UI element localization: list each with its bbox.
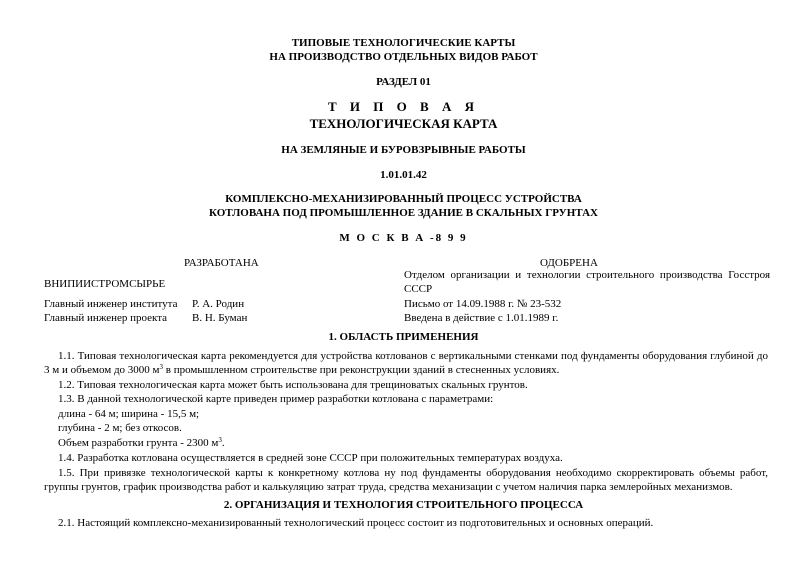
name-chief-engineer-institute: Р. А. Родин [192, 298, 245, 310]
section2-heading: 2. ОРГАНИЗАЦИЯ И ТЕХНОЛОГИЯ СТРОИТЕЛЬНОГО ПРОЦЕССА [223, 499, 584, 511]
paragraph-2-1: 2.1. Настоящий комплексно-механизированный технологический процесс состоит из подготовительных и основных операций. [58, 517, 654, 529]
series-title: ТИПОВЫЕ ТЕХНОЛОГИЧЕСКИЕ КАРТЫ [291, 37, 516, 49]
subject-line1: КОМПЛЕКСНО-МЕХАНИЗИРОВАННЫЙ ПРОЦЕСС УСТРОЙСТВА [225, 193, 582, 205]
section1-heading: 1. ОБЛАСТЬ ПРИМЕНЕНИЯ [328, 331, 479, 343]
dimensions-line2: глубина - 2 м; без откосов. [58, 422, 182, 434]
approved-label: ОДОБРЕНА [540, 257, 598, 269]
subject-line2: КОТЛОВАНА ПОД ПРОМЫШЛЕННОЕ ЗДАНИЕ В СКАЛЬНЫХ ГРУНТАХ [209, 207, 598, 219]
approved-by: Отделом организации и технологии строительного производства Госстроя СССР [404, 269, 770, 295]
works-type: НА ЗЕМЛЯНЫЕ И БУРОВЗРЫВНЫЕ РАБОТЫ [281, 144, 526, 156]
doc-code: 1.01.01.42 [380, 169, 427, 181]
paragraph-1-1: 1.1. Типовая технологическая карта рекомендуется для устройства котлованов с вертикальными стенками под фундаменты оборудования глубиной до 3 м и объемом до 3000 $м^3$ в промышленном строительстве при реконструкции зданий в стесненных условиях. [44, 350, 768, 376]
developed-label: РАЗРАБОТАНА [184, 257, 259, 269]
excavation-volume: Объем разработки грунта - 2300 $м^3$. [58, 436, 225, 449]
series-subtitle: НА ПРОИЗВОДСТВО ОТДЕЛЬНЫХ ВИДОВ РАБОТ [269, 51, 538, 63]
paragraph-1-3: 1.3. В данной технологической карте приведен пример разработки котлована с параметрами: [58, 393, 494, 405]
paragraph-1-4: 1.4. Разработка котлована осуществляется в средней зоне СССР при положительных температурах воздуха. [58, 452, 563, 464]
name-chief-engineer-project: В. Н. Буман [192, 312, 248, 324]
dimensions-line1: длина - 64 м; ширина - 15,5 м; [58, 408, 200, 420]
approval-letter: Письмо от 14.09.1988 г. № 23-532 [404, 298, 562, 310]
section-number: РАЗДЕЛ 01 [376, 76, 431, 88]
doc-title-line2: ТЕХНОЛОГИЧЕСКАЯ КАРТА [309, 116, 498, 131]
city-year: М О С К В А -8 9 9 [339, 232, 468, 244]
role-chief-engineer-institute: Главный инженер института [44, 298, 178, 310]
effective-date: Введена в действие с 1.01.1989 г. [404, 312, 559, 324]
role-chief-engineer-project: Главный инженер проекта [44, 312, 168, 324]
developer-org: ВНИПИИСТРОМСЫРЬЕ [44, 278, 166, 290]
paragraph-1-2: 1.2. Типовая технологическая карта может быть использована для трещиноватых скальных грунтов. [58, 379, 528, 391]
paragraph-1-5: 1.5. При привязке технологической карты к конкретному котлова ну под фундаменты оборудования необходимо скорректировать объемы работ, группы грунтов, график производства работ и калькуляцию затрат труда, средства механизации с учетом наличия парка землеройных механизмов. [44, 467, 768, 493]
doc-title-line1: Т И П О В А Я [328, 99, 479, 114]
